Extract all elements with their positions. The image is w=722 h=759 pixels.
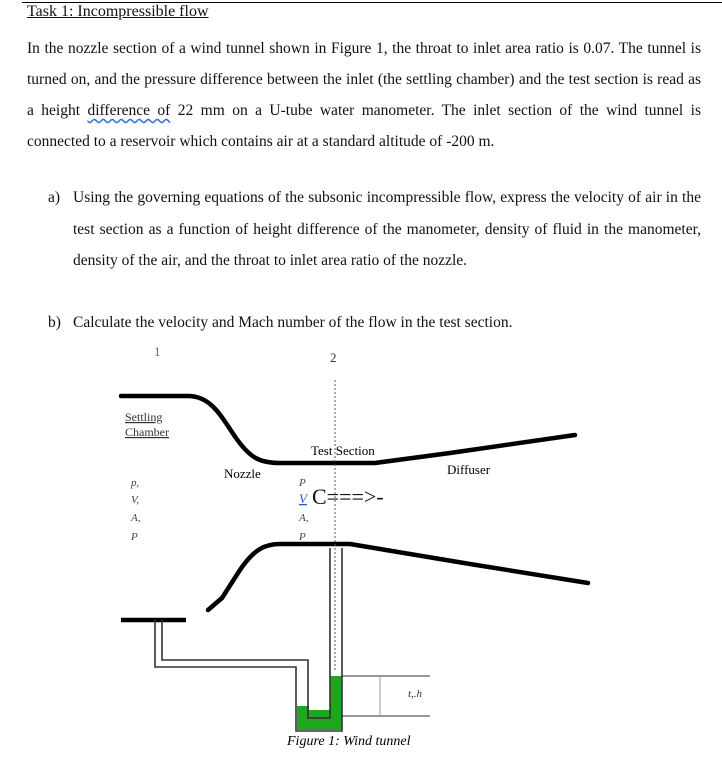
test-density: P: [299, 531, 306, 543]
tunnel-lower-wall: [208, 544, 588, 610]
question-b-label: b): [48, 314, 61, 331]
inlet-density: P: [131, 531, 138, 543]
diffuser-label: Diffuser: [447, 462, 491, 477]
inlet-area: A,: [131, 512, 141, 524]
test-pressure: P: [299, 477, 306, 489]
station-2-label: 2: [330, 350, 337, 365]
station-1-label: 1: [154, 344, 161, 359]
question-a-label: a): [48, 189, 61, 206]
manometer-left-tube: [155, 548, 342, 731]
test-velocity: V: [299, 491, 307, 506]
question-b-text: Calculate the velocity and Mach number of the flow in the test section.: [73, 314, 513, 331]
settling-chamber-label-line1: Settling: [125, 410, 163, 424]
question-a-text: Using the governing equations of the subsonic incompressible flow, express the velocity of air in the test section as a function of height difference of the manometer, density of fluid in the manometer, density of the air, and the throat to inlet area ratio of the nozzle.: [73, 189, 701, 269]
flow-arrow: C===>-: [312, 484, 384, 509]
manometer: [155, 548, 430, 731]
intro-text-1: In the nozzle section of a wind tunnel shown in Figure 1, the throat to inlet area ratio is 0.07. The tunnel is turned on, and the pressure difference between the inlet (the settling chamber) and the test section is read as a height: [27, 40, 701, 119]
intro-text-2: 22 mm on a U-tube water manometer. The inlet section of the wind tunnel is connected to a reservoir which contains air at a standard altitude of -200 m.: [27, 102, 701, 150]
task-title: Task 1: Incompressible flow: [27, 3, 209, 20]
nozzle-label: Nozzle: [224, 466, 261, 481]
intro-underlined-phrase: difference of: [87, 102, 171, 119]
settling-chamber-label-line2: Chamber: [125, 425, 169, 439]
figure-caption: Figure 1: Wind tunnel: [287, 734, 411, 749]
inlet-pressure: p,: [131, 477, 140, 489]
test-area: A,: [299, 512, 309, 524]
test-section-label: Test Section: [311, 443, 375, 458]
inlet-velocity: V,: [131, 494, 140, 506]
delta-h-label: t,.h: [408, 688, 423, 700]
manometer-fluid-right: [330, 676, 342, 716]
